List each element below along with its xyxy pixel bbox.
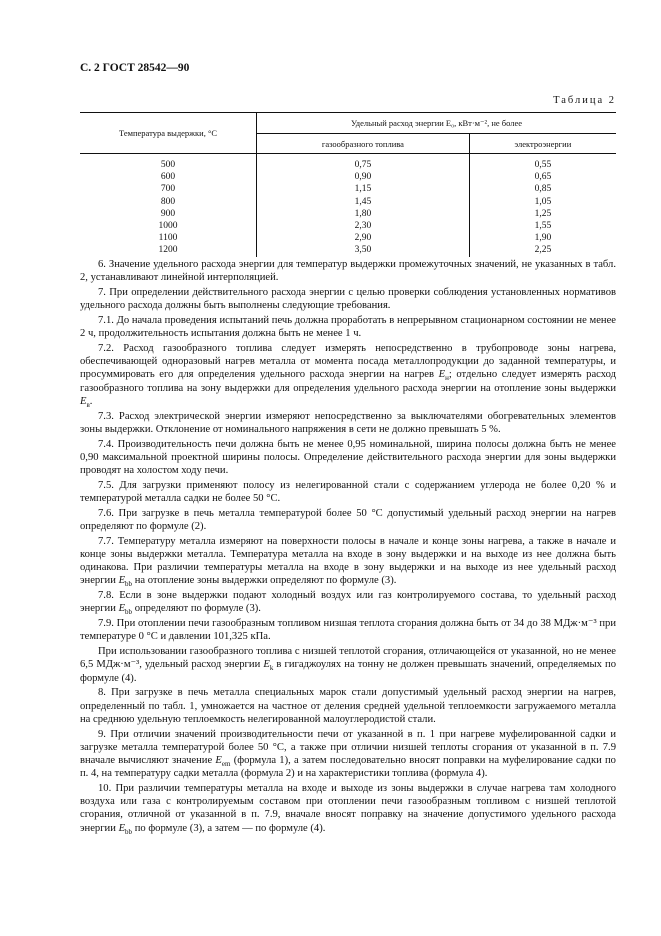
cell-temperature: 900 (160, 208, 176, 219)
cell-temperature: 1000 (158, 221, 178, 232)
energy-table (80, 112, 616, 257)
cell-gas: 1,80 (257, 208, 470, 220)
paragraph-8: 8. При загрузке в печь металла специальных марок стали допустимый удельный расход энергии на нагрев, определенный по табл. 1, умножается на частное от деления средней удельной теплоемкости загружаемого металла на среднюю удельную теплоемкость нелегированной малоуглеродистой стали. (80, 687, 616, 725)
table-row (80, 159, 616, 171)
cell-electric: 1,55 (469, 220, 616, 232)
paragraph-7-6: 7.6. При загрузке в печь металла температурой более 50 °С допустимый удельный расход энергии на нагрев определяют по формуле (2). (80, 507, 616, 533)
paragraph-10: 10. При различии температуры металла на входе и выходе из зоны выдержки в случае нагрева там холодного воздуха или газа с контролируемым составом при отоплении печи газообразным топливом с низшей теплотой сгорания, отличной от указанной в п. 7.9, вначале вносят поправку на значение допустимого удельного расхода энергии $E_{bb}$ по формуле (3), а затем — по формуле (4). (80, 783, 616, 836)
cell-gas: 2,30 (257, 220, 470, 232)
cell-temperature: 1200 (158, 245, 178, 256)
cell-electric: 1,90 (469, 232, 616, 244)
paragraph-7: 7. При определении действительного расхода энергии с целью проверки соблюдения установленных нормативов удельного расхода должны быть выполнены следующие требования. (80, 287, 616, 312)
paragraph-7-5: 7.5. Для загрузки применяют полосу из нелегированной стали с содержанием углерода не более 0,20 % и температурой металла садки не более 50 °С. (80, 479, 616, 505)
paragraph-6: 6. Значение удельного расхода энергии для температур выдержки промежуточных значений, не указанных в табл. 2, устанавливают линейной интерполяцией. (80, 259, 616, 284)
table-row (80, 232, 616, 244)
paragraph-7-1: 7.1. До начала проведения испытаний печь должна проработать в непрерывном стационарном состоянии не менее 2 ч, продолжительность испытания должна быть не менее 1 ч. (80, 315, 616, 340)
table-row (80, 183, 616, 195)
table-row (80, 196, 616, 208)
cell-electric: 0,65 (469, 171, 616, 183)
paragraph-7-2: 7.2. Расход газообразного топлива следует измерять непосредственно в трубопроводе зоны нагрева, обеспечивающей одноразовый нагрев металла от момента посада металлопродукции до заданной температуры, и просуммировать его для определения удельного расхода энергии на нагрев $E_н$; отдельно следует измерять расход газообразного топлива на зону выдержки для определения удельного расхода энергии на отопление зоны выдержки $E_в$. (80, 343, 617, 409)
cell-temperature: 1100 (158, 233, 178, 244)
cell-temperature: 500 (160, 160, 176, 170)
cell-electric: 2,25 (469, 244, 616, 256)
cell-gas: 0,75 (257, 159, 470, 171)
paragraph-7-7: 7.7. Температуру металла измеряют на поверхности полосы в начале и конце зоны нагрева, а также в начале и конце зоны выдержки металла. Температура металла на входе в зону выдержки и на выходе из нее должна быть одинакова. При различии температуры металла на входе в зону выдержки и на выходе из нее удельный расход энергии $E_{bb}$ на отопление зоны выдержки определяют по формуле (3). (80, 535, 616, 589)
cell-temperature: 600 (160, 172, 176, 183)
cell-gas: 0,90 (257, 171, 470, 183)
cell-electric: 1,25 (469, 208, 616, 220)
cell-electric: 0,55 (469, 159, 616, 171)
page-header: С. 2 ГОСТ 28542—90 (80, 62, 190, 74)
table-caption: Таблица 2 (553, 95, 616, 106)
table-row (80, 208, 616, 220)
cell-temperature: 800 (160, 196, 176, 207)
table-row (80, 220, 616, 232)
document-body (80, 258, 616, 836)
cell-temperature: 700 (160, 184, 176, 195)
table-body (80, 159, 616, 257)
cell-electric: 1,05 (469, 196, 616, 208)
paragraph-7-3: 7.3. Расход электрической энергии измеряют непосредственно за выключателями обогревательных элементов зоны выдержки. Отклонение от номинального напряжения в сети не должно превышать 5 %. (80, 410, 616, 435)
table-row (80, 171, 616, 183)
paragraph-7-9: 7.9. При отоплении печи газообразным топливом низшая теплота сгорания должна быть от 34 до 38 МДж·м⁻³ при температуре 0 °С и давлении 101,325 кПа. (80, 618, 616, 643)
cell-gas: 1,45 (257, 196, 470, 208)
header-temperature: Температура выдержки, °С (80, 113, 257, 154)
paragraph-7-4: 7.4. Производительность печи должна быть не менее 0,95 номинальной, ширина полосы должна быть не менее 0,90 максимальной проектной ширины полосы. Определение действительного расхода энергии для зоны выдержки проводят на холостом ходу печи. (80, 438, 616, 477)
cell-gas: 2,90 (257, 232, 470, 244)
header-energy-group: Удельный расход энергии Е₀, кВт·м⁻², не более (257, 113, 617, 134)
paragraph-9: 9. При отличии значений производительности печи от указанной в п. 1 при нагреве муфелированной садки и загрузке металла температурой более 50 °С, а также при отличии низшей теплоты сгорания от указанной в п. 7.9 вначале вычисляют значение $E_{em}$ (формула 1), а затем последовательно вносят поправки на муфелирование садки по п. 4, на температуру садки металла (формула 2) и на характеристики топлива (формула 4). (80, 728, 616, 780)
header-electric: электроэнергии (469, 134, 616, 154)
header-gas: газообразного топлива (257, 134, 470, 154)
cell-gas: 1,15 (257, 183, 470, 195)
paragraph-7-9-extra: При использовании газообразного топлива с низшей теплотой сгорания, отличающейся от указанной, но не менее 6,5 МДж·м⁻³, удельный расход энергии $E_k$ в гигаджоулях на тонну не должен превышать значений, определяемых по формуле (4). (80, 646, 616, 684)
paragraph-7-8: 7.8. Если в зоне выдержки подают холодный воздух или газ контролируемого состава, то удельный расход энергии $E_{bb}$ определяют по формуле (3). (80, 590, 616, 617)
cell-gas: 3,50 (257, 244, 470, 256)
table-row (80, 244, 616, 256)
cell-electric: 0,85 (469, 183, 616, 195)
